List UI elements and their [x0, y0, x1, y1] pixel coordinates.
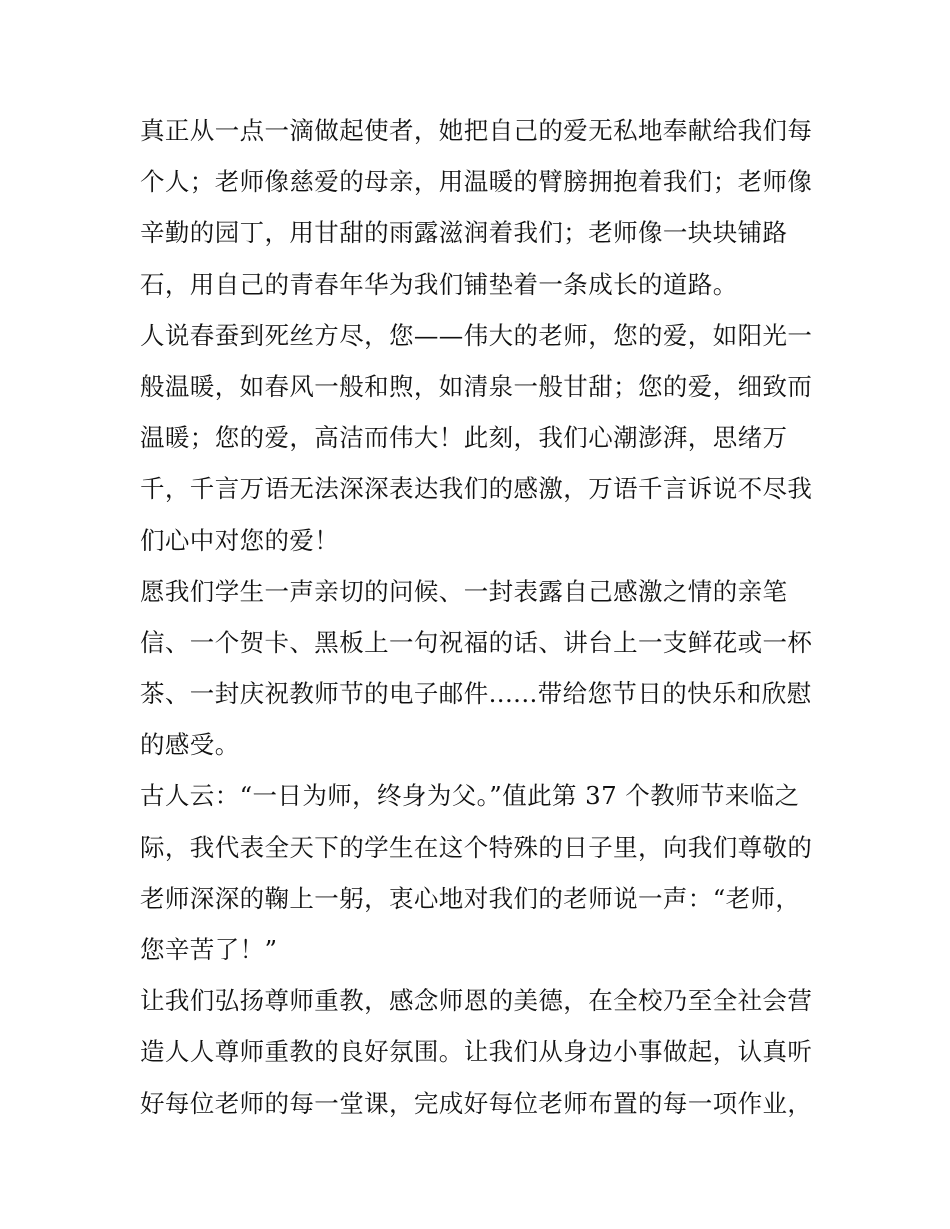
paragraph-1	[140, 105, 812, 310]
document-body	[140, 105, 812, 1129]
text-line: 茶、一封庆祝教师节的电子邮件......带给您节日的快乐和欣慰	[140, 679, 812, 709]
text-line: 人说春蚕到死丝方尽，您——伟大的老师，您的爱，如阳光一	[140, 320, 813, 350]
text-line: 个人；老师像慈爱的母亲，用温暖的臂膀拥抱着我们；老师像	[140, 167, 813, 197]
text-line: 辛勤的园丁，用甘甜的雨露滋润着我们；老师像一块块铺路	[140, 218, 788, 248]
paragraph-4	[140, 770, 812, 975]
text-line: 您辛苦了！”	[140, 935, 278, 964]
text-line: 愿我们学生一声亲切的问候、一封表露自己感激之情的亲笔	[140, 576, 788, 606]
text-line: 温暖；您的爱，高洁而伟大！此刻，我们心潮澎湃，思绪万	[140, 423, 788, 453]
paragraph-3	[140, 566, 812, 771]
text-line: 信、一个贺卡、黑板上一句祝福的话、讲台上一支鲜花或一杯	[140, 627, 813, 657]
text-line: 让我们弘扬尊师重教，感念师恩的美德，在全校乃至全社会营	[140, 986, 813, 1016]
text-line: 老师深深的鞠上一躬，衷心地对我们的老师说一声：“老师，	[140, 883, 801, 913]
text-line: 好每位老师的每一堂课，完成好每位老师布置的每一项作业，	[140, 1088, 813, 1118]
text-line: 的感受。	[140, 730, 240, 760]
paragraph-5	[140, 975, 812, 1129]
paragraph-2	[140, 310, 812, 566]
text-line: 际，我代表全天下的学生在这个特殊的日子里，向我们尊敬的	[140, 832, 813, 862]
text-line: 古人云：“一日为师，终身为父。”值此第 37 个教师节来临之	[140, 781, 800, 811]
text-line: 般温暖，如春风一般和煦，如清泉一般甘甜；您的爱，细致而	[140, 371, 813, 401]
text-line: 们心中对您的爱！	[140, 525, 340, 555]
text-line: 石，用自己的青春年华为我们铺垫着一条成长的道路。	[140, 269, 738, 299]
text-line: 千，千言万语无法深深表达我们的感激，万语千言诉说不尽我	[140, 474, 813, 504]
text-line: 造人人尊师重教的良好氛围。让我们从身边小事做起，认真听	[140, 1037, 813, 1067]
text-line: 真正从一点一滴做起使者，她把自己的爱无私地奉献给我们每	[140, 116, 813, 145]
